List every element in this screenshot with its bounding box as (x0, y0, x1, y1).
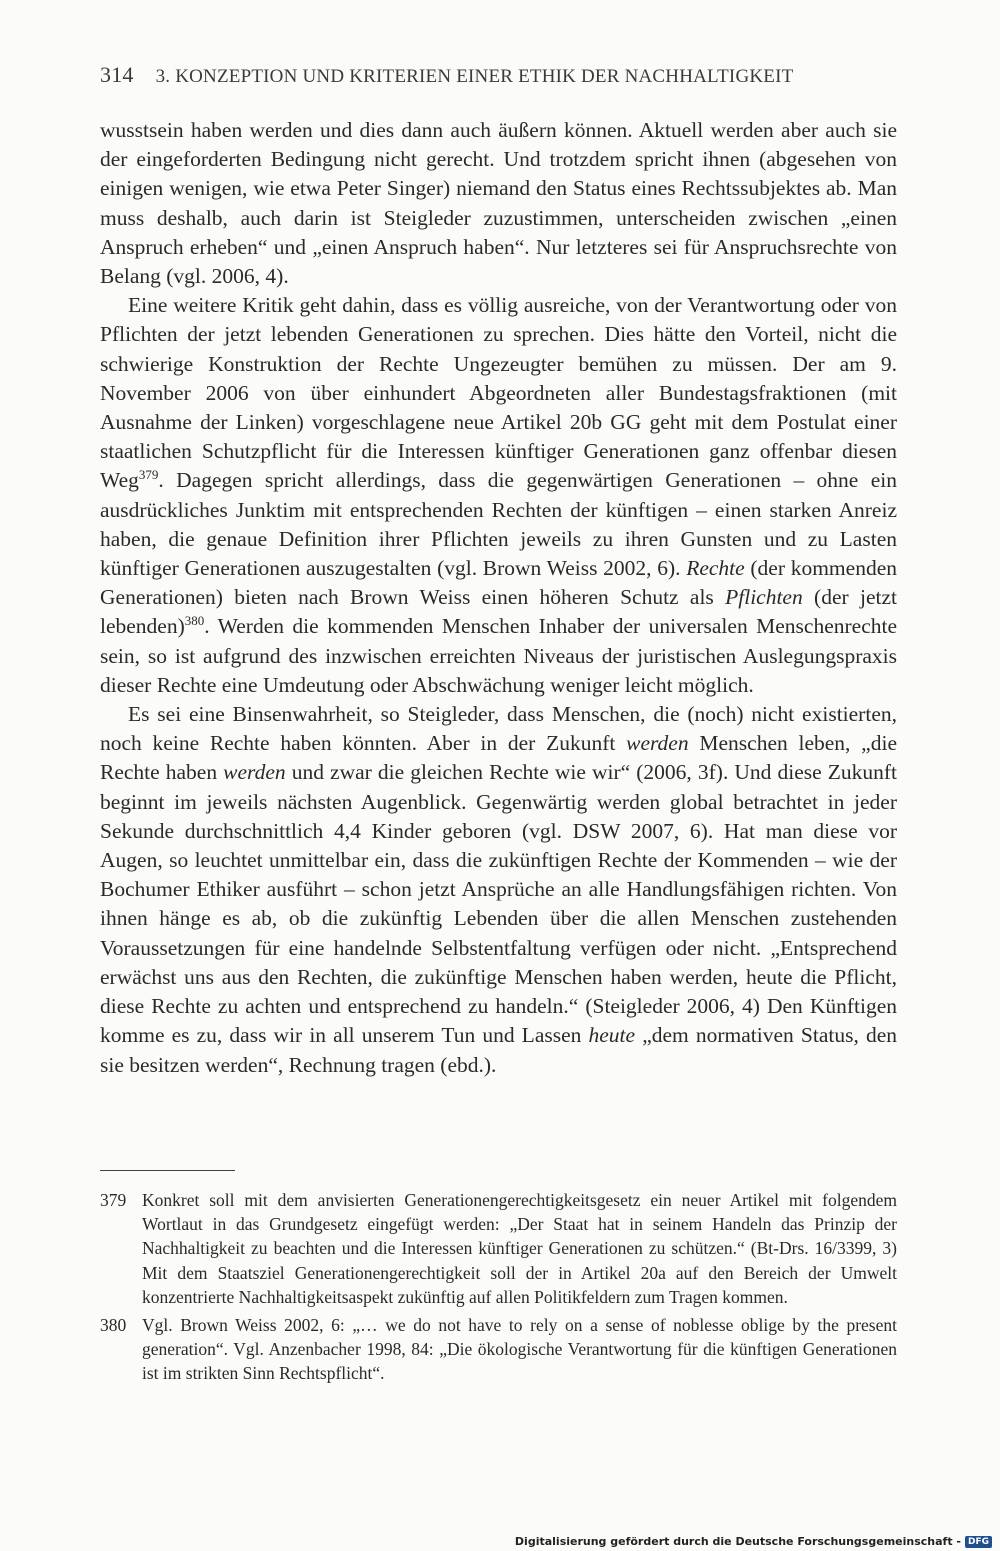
footnote-380 (100, 1313, 897, 1386)
paragraph-1 (100, 116, 897, 291)
digitization-credit (515, 1535, 992, 1548)
dfg-logo: DFG (965, 1536, 992, 1548)
paragraph-3-text-c: und zwar die gleichen Rechte wie wir“ (2006, 3f). Und diese Zukunft beginnt im jeweils nächsten Augenblick. Gegenwärtig werden global betrachtet in jeder Sekunde durchschnittlich 4,4 Kinder geboren (vgl. DSW 2007, 6). Hat man diese vor Augen, so leuchtet unmittelbar ein, dass die zukünftigen Rechte der Kommenden – wie der Bochumer Ethiker ausführt – schon jetzt Ansprüche an alle Handlungsfähigen richten. Von ihnen hänge es ab, ob die zukünftig Lebenden über die allen Menschen zustehenden Voraussetzungen für eine handelnde Selbstentfaltung verfügen oder nicht. „Entsprechend erwächst uns aus den Rechten, die zukünftige Menschen haben werden, heute die Pflicht, diese Rechte zu achten und entsprechend zu handeln.“ (Steigleder 2006, 4) Den Künftigen komme es zu, dass wir in all unserem Tun und Lassen (100, 760, 897, 1048)
footnote-number: 380 (100, 1315, 127, 1336)
footnotes (100, 1188, 897, 1390)
main-text (100, 116, 897, 1080)
paragraph-3-text-a: Es sei eine Binsenwahrheit, so Steigleder, dass Menschen, die (noch) nicht existierten, noch keine Rechte haben könnten. Aber in der Zukunft (100, 702, 897, 756)
running-title: 3. KONZEPTION UND KRITERIEN EINER ETHIK DER NACHHALTIGKEIT (155, 66, 794, 87)
footnote-divider (100, 1170, 235, 1171)
paragraph-3 (100, 700, 897, 1080)
footnote-ref-380[interactable]: 380 (184, 613, 205, 629)
paragraph-3-text-d: „dem normativen Status, den sie besitzen werden“, Rechnung tragen (ebd.). (100, 1023, 897, 1077)
emphasis-rechte: Rechte (686, 556, 745, 581)
paragraph-3-text-b: Menschen leben, „die Rechte haben (100, 731, 897, 785)
footnote-379 (100, 1188, 897, 1309)
credit-text: Digitalisierung gefördert durch die Deutsche Forschungsgemeinschaft - (514, 1535, 961, 1548)
running-header (100, 62, 900, 88)
footnote-text: Konkret soll mit dem anvisierten Generationengerechtigkeitsgesetz ein neuer Artikel mit folgendem Wortlaut in das Grundgesetz eingefügt werden: „Der Staat hat in seinem Handeln das Prinzip der Nachhaltigkeit zu beachten und die Interessen künftiger Generationen zu schützen.“ (Bt-Drs. 16/3399, 3) Mit dem Staatsziel Generationengerechtigkeit soll der in Artikel 20a auf den Bereich der Umwelt konzentrierte Nachhaltigkeitsaspekt zukünftig auf allen Politikfeldern zum Tragen kommen. (142, 1190, 897, 1307)
paragraph-1-text: wusstsein haben werden und dies dann auch äußern können. Aktuell werden aber auch sie der eingeforderten Bedingung nicht gerecht. Und trotzdem spricht ihnen (abgesehen von einigen wenigen, wie etwa Peter Singer) niemand den Status eines Rechtssubjektes ab. Man muss deshalb, auch darin ist Steigleder zuzustimmen, unterscheiden zwischen „einen Anspruch erheben“ und „einen Anspruch haben“. Nur letzteres sei für Anspruchsrechte von Belang (vgl. 2006, 4). (100, 118, 897, 289)
page-number: 314 (100, 62, 134, 87)
emphasis-werden-2: werden (223, 760, 286, 785)
footnote-ref-379[interactable]: 379 (138, 467, 159, 483)
footnote-number: 379 (100, 1190, 127, 1210)
emphasis-heute: heute (588, 1023, 636, 1048)
paragraph-2-text-c: (der kommenden Generationen) bieten nach Brown Weiss einen höheren Schutz als (100, 556, 897, 610)
paragraph-2-text-e: . Werden die kommenden Menschen Inhaber der universalen Menschenrechte sein, so ist aufgrund des inzwischen erreichten Niveaus der juristischen Auslegungspraxis dieser Rechte eine Umdeutung oder Abschwächung weniger leicht möglich. (100, 614, 897, 697)
emphasis-pflichten: Pflichten (725, 585, 803, 610)
paragraph-2 (100, 291, 897, 700)
paragraph-2-text-a: Eine weitere Kritik geht dahin, dass es völlig ausreiche, von der Verantwortung oder von Pflichten der jetzt lebenden Generationen zu sprechen. Dies hätte den Vorteil, nicht die schwierige Konstruktion der Rechte Ungezeugter bemühen zu müssen. Der am 9. November 2006 von über einhundert Abgeordneten aller Bundestagsfraktionen (mit Ausnahme der Linken) vorgeschlagene neue Artikel 20b GG geht mit dem Postulat einer staatlichen Schutzpflicht für die Interessen künftiger Generationen ganz offenbar diesen Weg (100, 293, 897, 493)
paragraph-2-text-b: . Dagegen spricht allerdings, dass die gegenwärtigen Generationen – ohne ein ausdrückliches Junktim mit entsprechenden Rechten der künftigen – einen starken Anreiz haben, die genaue Definition ihrer Pflichten jeweils zu ihren Gunsten und zu Lasten künftiger Generationen auszugestalten (vgl. Brown Weiss 2002, 6). (100, 468, 897, 581)
footnote-text: Vgl. Brown Weiss 2002, 6: „… we do not have to rely on a sense of noblesse oblige by the present generation“. Vgl. Anzenbacher 1998, 84: „Die ökologische Verantwortung für die künftigen Generationen ist im strikten Sinn Rechtspflicht“. (142, 1315, 897, 1384)
emphasis-werden-1: werden (626, 731, 689, 756)
paragraph-2-text-d: (der jetzt lebenden) (100, 585, 897, 639)
